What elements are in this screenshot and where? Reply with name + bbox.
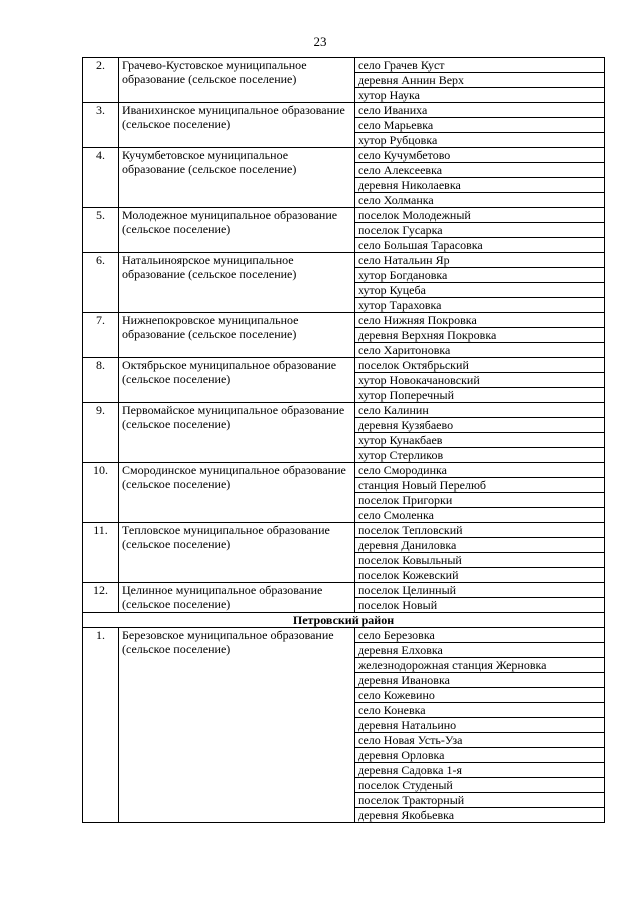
settlement-name: село Кучумбетово (355, 148, 605, 163)
row-number: 10. (83, 463, 119, 523)
settlement-name: поселок Пригорки (355, 493, 605, 508)
settlement-name: село Большая Тарасовка (355, 238, 605, 253)
page-number: 23 (313, 34, 327, 49)
settlement-name: село Калинин (355, 403, 605, 418)
settlement-name: деревня Садовка 1-я (355, 763, 605, 778)
row-number: 8. (83, 358, 119, 403)
table-body-before (83, 58, 605, 613)
row-number: 3. (83, 103, 119, 148)
row-number: 7. (83, 313, 119, 358)
settlement-name: поселок Октябрьский (355, 358, 605, 373)
settlement-name: село Смоленка (355, 508, 605, 523)
settlement-name: деревня Якобьевка (355, 808, 605, 823)
municipality-name: Иванихинское муниципальное образование (сельское поселение) (119, 103, 355, 148)
settlement-name: село Смородинка (355, 463, 605, 478)
row-number: 11. (83, 523, 119, 583)
settlement-name: станция Новый Перелюб (355, 478, 605, 493)
settlement-name: село Кожевино (355, 688, 605, 703)
settlement-name: поселок Целинный (355, 583, 605, 598)
settlement-name: село Алексеевка (355, 163, 605, 178)
settlement-name: село Грачев Куст (355, 58, 605, 73)
row-number: 4. (83, 148, 119, 208)
table-row (83, 358, 605, 373)
settlement-name: село Холманка (355, 193, 605, 208)
settlement-name: поселок Гусарка (355, 223, 605, 238)
settlement-name: хутор Куцеба (355, 283, 605, 298)
table-row (83, 58, 605, 73)
settlement-name: деревня Николаевка (355, 178, 605, 193)
settlement-name: деревня Натальино (355, 718, 605, 733)
row-number: 5. (83, 208, 119, 253)
settlement-name: хутор Богдановка (355, 268, 605, 283)
settlement-name: хутор Поперечный (355, 388, 605, 403)
settlement-name: хутор Рубцовка (355, 133, 605, 148)
settlement-name: деревня Орловка (355, 748, 605, 763)
municipality-name: Молодежное муниципальное образование (сельское поселение) (119, 208, 355, 253)
section-header-row (83, 613, 605, 628)
settlement-name: село Натальин Яр (355, 253, 605, 268)
table-row (83, 403, 605, 418)
settlement-name: хутор Новокачановский (355, 373, 605, 388)
settlement-name: поселок Тепловский (355, 523, 605, 538)
municipality-name: Грачево-Кустовское муниципальное образование (сельское поселение) (119, 58, 355, 103)
settlement-name: поселок Тракторный (355, 793, 605, 808)
row-number: 12. (83, 583, 119, 613)
settlement-name: поселок Новый (355, 598, 605, 613)
section-header: Петровский район (83, 613, 605, 628)
table-row (83, 313, 605, 328)
settlement-name: хутор Наука (355, 88, 605, 103)
settlement-name: деревня Елховка (355, 643, 605, 658)
settlement-name: деревня Кузябаево (355, 418, 605, 433)
settlement-name: село Харитоновка (355, 343, 605, 358)
table-row (83, 523, 605, 538)
table-row (83, 253, 605, 268)
row-number: 6. (83, 253, 119, 313)
settlement-name: поселок Молодежный (355, 208, 605, 223)
settlement-name: деревня Ивановка (355, 673, 605, 688)
settlements-table (82, 57, 605, 823)
municipality-name: Натальиноярское муниципальное образование (сельское поселение) (119, 253, 355, 313)
table-row (83, 628, 605, 643)
settlement-name: хутор Кунакбаев (355, 433, 605, 448)
municipality-name: Нижнепокровское муниципальное образование (сельское поселение) (119, 313, 355, 358)
settlement-name: деревня Аннин Верх (355, 73, 605, 88)
settlement-name: село Марьевка (355, 118, 605, 133)
municipality-name: Первомайское муниципальное образование (сельское поселение) (119, 403, 355, 463)
settlement-name: железнодорожная станция Жерновка (355, 658, 605, 673)
settlement-name: село Новая Усть-Уза (355, 733, 605, 748)
settlement-name: деревня Даниловка (355, 538, 605, 553)
table-row (83, 208, 605, 223)
settlement-name: село Березовка (355, 628, 605, 643)
municipality-name: Октябрьское муниципальное образование (сельское поселение) (119, 358, 355, 403)
settlement-name: село Коневка (355, 703, 605, 718)
row-number: 9. (83, 403, 119, 463)
table-row (83, 103, 605, 118)
settlement-name: село Иваниха (355, 103, 605, 118)
table-body-after (83, 628, 605, 823)
table-row (83, 463, 605, 478)
municipality-name: Тепловское муниципальное образование (сельское поселение) (119, 523, 355, 583)
settlement-name: поселок Ковыльный (355, 553, 605, 568)
settlement-name: поселок Кожевский (355, 568, 605, 583)
table-row (83, 583, 605, 598)
row-number: 2. (83, 58, 119, 103)
settlement-name: хутор Стерликов (355, 448, 605, 463)
section-header-row-group (83, 613, 605, 628)
settlement-name: поселок Студеный (355, 778, 605, 793)
table-row (83, 148, 605, 163)
municipality-name: Березовское муниципальное образование (сельское поселение) (119, 628, 355, 823)
municipality-name: Кучумбетовское муниципальное образование (сельское поселение) (119, 148, 355, 208)
municipality-name: Целинное муниципальное образование (сельское поселение) (119, 583, 355, 613)
settlement-name: деревня Верхняя Покровка (355, 328, 605, 343)
settlement-name: село Нижняя Покровка (355, 313, 605, 328)
row-number: 1. (83, 628, 119, 823)
municipality-name: Смородинское муниципальное образование (сельское поселение) (119, 463, 355, 523)
settlement-name: хутор Тараховка (355, 298, 605, 313)
